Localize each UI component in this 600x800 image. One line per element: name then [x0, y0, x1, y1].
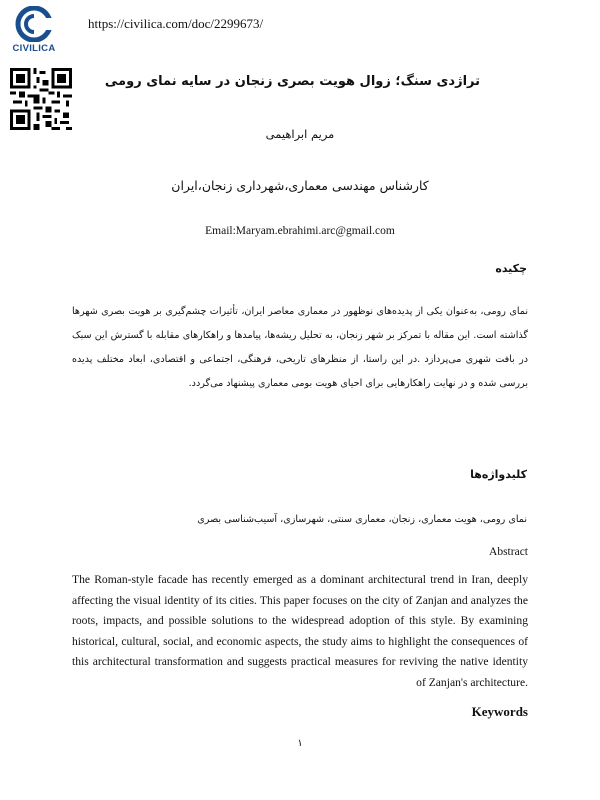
civilica-logo-icon — [14, 6, 54, 42]
fa-abstract-heading: چکیده — [495, 262, 527, 275]
en-abstract-text: The Roman-style facade has recently emerged as a dominant architectural trend in Iran, deeply affecting the visual identity of its cities. This paper focuses on the city of Zanjan and analyzes the roots, impacts, and possible solutions to the widespread adoption of this style. By examining historical, cultural, social, and economic aspects, the study aims to highlight the consequences of this architectural transformation and suggests practical measures for reviving the native identity of Zanjan's architecture. — [72, 573, 528, 689]
en-abstract-heading: Abstract — [489, 546, 528, 558]
author-name: مریم ابراهیمی — [265, 127, 335, 141]
author-affiliation: کارشناس مهندسی معماری،شهرداری زنجان،ایران — [171, 178, 429, 193]
civilica-logo[interactable] — [8, 6, 60, 54]
logo-text: CIVILICA — [12, 43, 56, 54]
fa-keywords-heading: کلیدواژه‌ها — [470, 468, 527, 481]
document-url[interactable]: https://civilica.com/doc/2299673/ — [88, 16, 264, 31]
en-keywords-heading: Keywords — [471, 704, 528, 719]
fa-abstract-text: نمای رومی، به‌عنوان یکی از پدیده‌های نوظهور در معماری معاصر ایران، تأثیرات چشم‌گیری بر هویت بصری شهرها گذاشته است. این مقاله با تمرکز بر شهر زنجان، به تحلیل ریشه‌ها، پیامدها و راهکارهای مقابله با گسترش این سبک در بافت شهری می‌پردازد .در این راستا، از منظرهای تاریخی، فرهنگی، اجتماعی و اقتصادی، ابعاد مختلف پدیده بررسی شده و در نهایت راهکارهایی برای احیای هویت بومی معماری پیشنهاد می‌گردد. — [72, 306, 528, 389]
paper-title: تراژدی سنگ؛ زوال هویت بصری زنجان در سایه نمای رومی — [104, 74, 480, 89]
fa-keywords-text: نمای رومی، هویت معماری، زنجان، معماری سنتی، شهرسازی، آسیب‌شناسی بصری — [197, 514, 527, 525]
page-number: ۱ — [297, 738, 303, 749]
author-email: Email:Maryam.ebrahimi.arc@gmail.com — [205, 225, 395, 237]
